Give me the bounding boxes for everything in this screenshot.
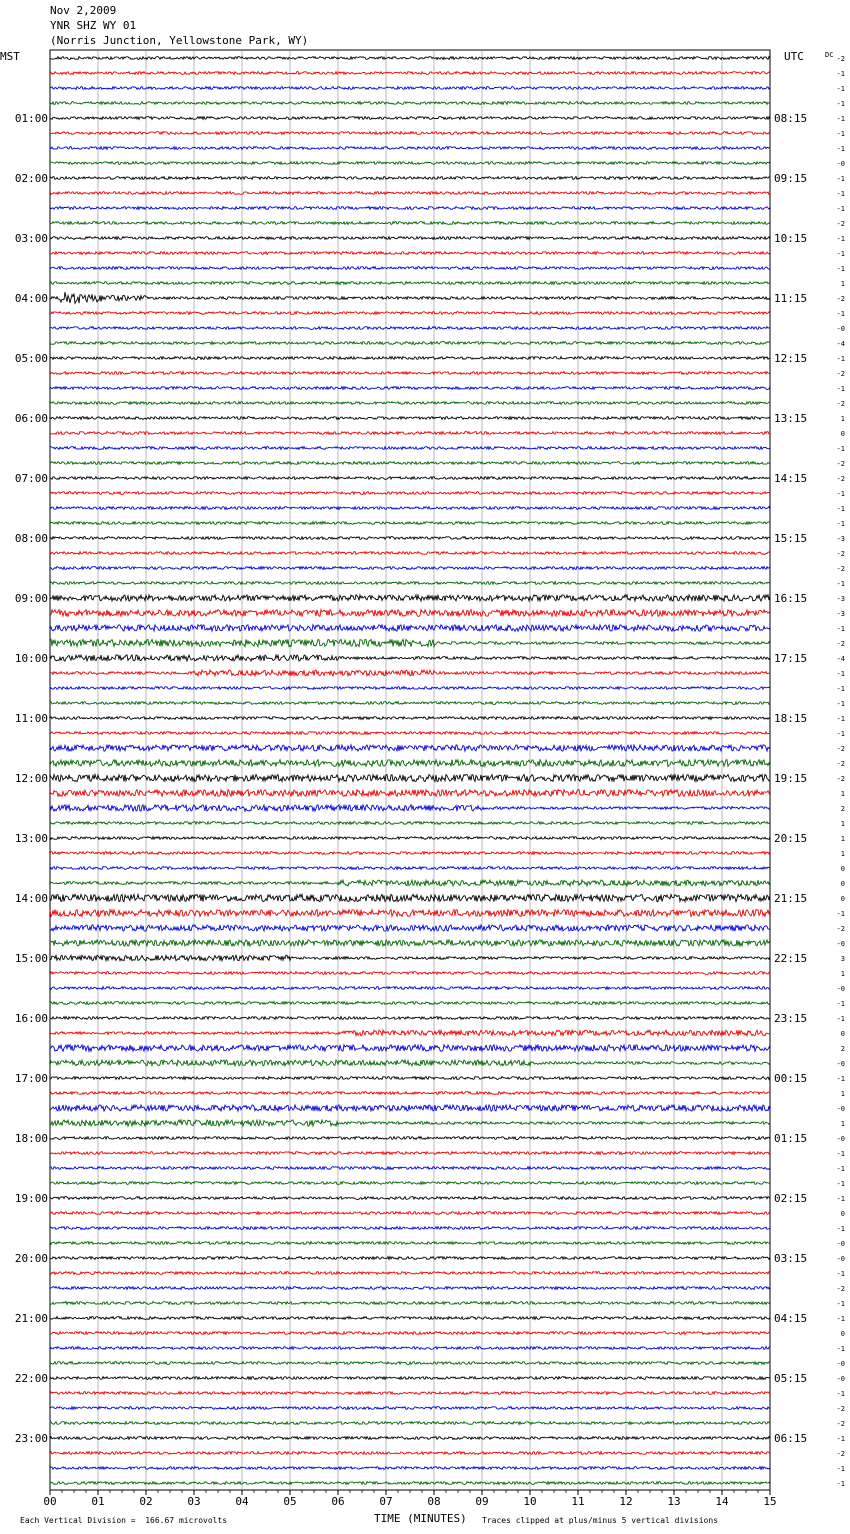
dc-offset-label: -2 — [836, 925, 845, 933]
left-hour-label: 19:00 — [14, 1192, 48, 1205]
trace-42 — [50, 687, 770, 690]
trace-8 — [50, 177, 770, 180]
x-tick-label: 13 — [667, 1495, 681, 1508]
dc-offset-label: -2 — [836, 640, 845, 648]
right-hour-label: 14:15 — [774, 472, 808, 485]
trace-59 — [50, 940, 770, 946]
dc-offset-label: 0 — [840, 1210, 845, 1218]
trace-27 — [50, 462, 770, 465]
trace-35 — [50, 582, 770, 585]
trace-58 — [50, 925, 770, 931]
trace-78 — [50, 1227, 770, 1230]
x-axis-title: TIME (MINUTES) — [374, 1512, 467, 1525]
dc-offset-label: -2 — [836, 1420, 845, 1428]
x-tick-label: 01 — [91, 1495, 105, 1508]
dc-offset-label: -1 — [836, 1015, 845, 1023]
left-hour-label: 05:00 — [14, 352, 48, 365]
left-hour-label: 14:00 — [14, 892, 48, 905]
left-hour-label: 01:00 — [14, 112, 48, 125]
trace-79 — [50, 1242, 770, 1245]
trace-23 — [50, 402, 770, 405]
trace-38 — [50, 625, 770, 631]
trace-32 — [50, 537, 770, 540]
right-hour-label: 12:15 — [774, 352, 808, 365]
trace-76 — [50, 1197, 770, 1200]
trace-82 — [50, 1287, 770, 1290]
trace-4 — [50, 117, 770, 120]
x-tick-label: 04 — [235, 1495, 249, 1508]
trace-48 — [50, 775, 770, 782]
trace-40 — [50, 655, 770, 661]
dc-offset-label: 3 — [840, 955, 845, 963]
trace-15 — [50, 282, 770, 285]
dc-offset-label: 1 — [840, 1120, 845, 1128]
dc-offset-label: -0 — [836, 940, 845, 948]
trace-5 — [50, 132, 770, 135]
trace-30 — [50, 507, 770, 510]
dc-offset-label: 1 — [840, 850, 845, 858]
dc-offset-label: -3 — [836, 610, 845, 618]
trace-25 — [50, 432, 770, 435]
x-tick-label: 06 — [331, 1495, 345, 1508]
right-hour-label: 03:15 — [774, 1252, 808, 1265]
left-hour-label: 12:00 — [14, 772, 48, 785]
dc-offset-label: -2 — [836, 220, 845, 228]
dc-offset-label: -1 — [836, 1465, 845, 1473]
left-hour-label: 22:00 — [14, 1372, 48, 1385]
x-tick-label: 03 — [187, 1495, 201, 1508]
trace-56 — [50, 894, 770, 901]
dc-offset-label: -2 — [836, 400, 845, 408]
trace-70 — [50, 1105, 770, 1111]
dc-offset-label: 1 — [840, 835, 845, 843]
right-hour-label: 17:15 — [774, 652, 808, 665]
dc-offset-label: -1 — [836, 1270, 845, 1278]
dc-offset-label: -1 — [836, 505, 845, 513]
scale-note: Each Vertical Division = 166.67 microvolts — [20, 1516, 228, 1525]
trace-28 — [50, 477, 770, 480]
x-tick-label: 02 — [139, 1495, 153, 1508]
trace-17 — [50, 312, 770, 315]
trace-21 — [50, 372, 770, 375]
dc-offset-label: -1 — [836, 1225, 845, 1233]
left-hour-label: 20:00 — [14, 1252, 48, 1265]
trace-80 — [50, 1257, 770, 1260]
trace-95 — [50, 1482, 770, 1485]
trace-7 — [50, 162, 770, 165]
trace-33 — [50, 552, 770, 555]
plot-frame — [50, 50, 770, 1490]
dc-offset-label: -2 — [836, 1450, 845, 1458]
right-hour-label: 08:15 — [774, 112, 808, 125]
left-hour-label: 08:00 — [14, 532, 48, 545]
dc-offset-label: -1 — [836, 265, 845, 273]
x-tick-label: 07 — [379, 1495, 393, 1508]
dc-offset-label: 0 — [840, 895, 845, 903]
dc-offset-label: -1 — [836, 205, 845, 213]
dc-offset-label: 0 — [840, 430, 845, 438]
right-hour-label: 02:15 — [774, 1192, 808, 1205]
trace-2 — [50, 87, 770, 90]
dc-offset-label: -1 — [836, 1000, 845, 1008]
dc-offset-label: -0 — [836, 985, 845, 993]
dc-offset-label: -2 — [836, 565, 845, 573]
right-hour-label: 20:15 — [774, 832, 808, 845]
trace-46 — [50, 745, 770, 751]
trace-50 — [50, 805, 770, 811]
dc-offset-label: -2 — [836, 1405, 845, 1413]
dc-offset-label: -1 — [836, 100, 845, 108]
dc-offset-label: -1 — [836, 1180, 845, 1188]
trace-47 — [50, 760, 770, 767]
chart-date: Nov 2,2009 — [50, 4, 117, 17]
trace-6 — [50, 147, 770, 150]
x-tick-label: 10 — [523, 1495, 537, 1508]
dc-offset-label: -1 — [836, 1195, 845, 1203]
trace-20 — [50, 357, 770, 360]
dc-offset-label: -1 — [836, 385, 845, 393]
trace-71 — [50, 1120, 770, 1126]
dc-offset-label: 1 — [840, 970, 845, 978]
left-hour-label: 13:00 — [14, 832, 48, 845]
right-hour-label: 00:15 — [774, 1072, 808, 1085]
right-hour-label: 05:15 — [774, 1372, 808, 1385]
trace-10 — [50, 207, 770, 210]
trace-74 — [50, 1167, 770, 1170]
x-tick-label: 12 — [619, 1495, 633, 1508]
dc-offset-label: -1 — [836, 490, 845, 498]
trace-34 — [50, 567, 770, 570]
right-hour-label: 23:15 — [774, 1012, 808, 1025]
left-hour-label: 04:00 — [14, 292, 48, 305]
dc-offset-label: -0 — [836, 1255, 845, 1263]
trace-11 — [50, 222, 770, 225]
trace-36 — [50, 595, 770, 601]
dc-offset-label: -1 — [836, 1480, 845, 1488]
dc-offset-label: 1 — [840, 820, 845, 828]
right-hour-label: 22:15 — [774, 952, 808, 965]
right-hour-label: 11:15 — [774, 292, 808, 305]
dc-offset-label: 0 — [840, 880, 845, 888]
x-tick-label: 11 — [571, 1495, 585, 1508]
dc-offset-label: -1 — [836, 670, 845, 678]
dc-offset-label: -1 — [836, 310, 845, 318]
dc-offset-label: -1 — [836, 1150, 845, 1158]
trace-13 — [50, 252, 770, 255]
dc-offset-label: -1 — [836, 445, 845, 453]
x-tick-label: 09 — [475, 1495, 489, 1508]
dc-label: DC — [825, 51, 834, 59]
trace-84 — [50, 1317, 770, 1320]
right-hour-label: 06:15 — [774, 1432, 808, 1445]
right-hour-label: 13:15 — [774, 412, 808, 425]
trace-39 — [50, 639, 770, 646]
trace-69 — [50, 1092, 770, 1095]
trace-89 — [50, 1392, 770, 1395]
trace-91 — [50, 1422, 770, 1425]
left-hour-label: 10:00 — [14, 652, 48, 665]
dc-offset-label: -2 — [836, 460, 845, 468]
dc-offset-label: 1 — [840, 415, 845, 423]
dc-offset-label: 2 — [840, 805, 845, 813]
right-hour-label: 16:15 — [774, 592, 808, 605]
dc-offset-label: -2 — [836, 55, 845, 63]
dc-offset-label: -1 — [836, 625, 845, 633]
dc-offset-label: 1 — [840, 1090, 845, 1098]
left-hour-label: 02:00 — [14, 172, 48, 185]
dc-offset-label: -1 — [836, 130, 845, 138]
dc-offset-label: -2 — [836, 745, 845, 753]
trace-60 — [50, 955, 770, 961]
dc-offset-label: 0 — [840, 1330, 845, 1338]
right-hour-label: 19:15 — [774, 772, 808, 785]
dc-offset-label: -1 — [836, 250, 845, 258]
trace-18 — [50, 327, 770, 330]
station-code: YNR SHZ WY 01 — [50, 19, 137, 32]
left-hour-label: 15:00 — [14, 952, 48, 965]
right-hour-label: 10:15 — [774, 232, 808, 245]
dc-offset-label: -2 — [836, 550, 845, 558]
mst-label: MST — [0, 50, 20, 63]
trace-63 — [50, 1002, 770, 1005]
trace-85 — [50, 1332, 770, 1335]
left-hour-label: 16:00 — [14, 1012, 48, 1025]
dc-offset-label: -2 — [836, 295, 845, 303]
x-tick-label: 08 — [427, 1495, 441, 1508]
x-tick-label: 05 — [283, 1495, 297, 1508]
clip-note: Traces clipped at plus/minus 5 vertical divisions — [482, 1516, 719, 1525]
trace-37 — [50, 610, 770, 617]
trace-31 — [50, 522, 770, 525]
dc-offset-label: -3 — [836, 535, 845, 543]
trace-3 — [50, 102, 770, 105]
dc-offset-label: -2 — [836, 775, 845, 783]
dc-offset-label: 1 — [840, 280, 845, 288]
dc-offset-label: -4 — [836, 655, 845, 663]
trace-41 — [50, 670, 770, 676]
dc-offset-label: 1 — [840, 790, 845, 798]
dc-offset-label: -0 — [836, 160, 845, 168]
x-tick-label: 15 — [763, 1495, 777, 1508]
dc-offset-label: -0 — [836, 1375, 845, 1383]
trace-81 — [50, 1272, 770, 1275]
right-hour-label: 04:15 — [774, 1312, 808, 1325]
station-location: (Norris Junction, Yellowstone Park, WY) — [50, 34, 309, 47]
dc-offset-label: -1 — [836, 580, 845, 588]
dc-offset-label: -1 — [836, 190, 845, 198]
left-hour-label: 18:00 — [14, 1132, 48, 1145]
dc-offset-label: 2 — [840, 1045, 845, 1053]
trace-24 — [50, 417, 770, 420]
dc-offset-label: -1 — [836, 355, 845, 363]
trace-22 — [50, 387, 770, 390]
utc-label: UTC — [784, 50, 804, 63]
dc-offset-label: -1 — [836, 730, 845, 738]
trace-14 — [50, 267, 770, 270]
dc-offset-label: -1 — [836, 1390, 845, 1398]
trace-73 — [50, 1152, 770, 1155]
dc-offset-label: -1 — [836, 145, 845, 153]
trace-68 — [50, 1077, 770, 1080]
left-hour-label: 17:00 — [14, 1072, 48, 1085]
trace-64 — [50, 1017, 770, 1020]
left-hour-label: 23:00 — [14, 1432, 48, 1445]
dc-offset-label: -2 — [836, 760, 845, 768]
trace-67 — [50, 1060, 770, 1066]
right-hour-label: 18:15 — [774, 712, 808, 725]
dc-offset-label: -1 — [836, 70, 845, 78]
trace-54 — [50, 867, 770, 870]
dc-offset-label: -0 — [836, 1135, 845, 1143]
trace-75 — [50, 1182, 770, 1185]
trace-86 — [50, 1347, 770, 1350]
trace-93 — [50, 1452, 770, 1455]
trace-26 — [50, 447, 770, 450]
x-tick-label: 00 — [43, 1495, 57, 1508]
trace-62 — [50, 987, 770, 990]
trace-1 — [50, 72, 770, 75]
dc-offset-label: -0 — [836, 1105, 845, 1113]
dc-offset-label: -1 — [836, 1075, 845, 1083]
trace-49 — [50, 790, 770, 797]
dc-offset-label: -0 — [836, 1060, 845, 1068]
left-hour-label: 07:00 — [14, 472, 48, 485]
left-hour-label: 21:00 — [14, 1312, 48, 1325]
dc-offset-label: -1 — [836, 1315, 845, 1323]
dc-offset-label: -1 — [836, 910, 845, 918]
trace-87 — [50, 1362, 770, 1365]
trace-94 — [50, 1467, 770, 1470]
left-hour-label: 06:00 — [14, 412, 48, 425]
x-tick-label: 14 — [715, 1495, 729, 1508]
right-hour-label: 15:15 — [774, 532, 808, 545]
dc-offset-label: -2 — [836, 370, 845, 378]
dc-offset-label: -0 — [836, 1240, 845, 1248]
dc-offset-label: -1 — [836, 700, 845, 708]
dc-offset-label: -0 — [836, 1360, 845, 1368]
dc-offset-label: -3 — [836, 595, 845, 603]
trace-9 — [50, 192, 770, 195]
dc-offset-label: 0 — [840, 865, 845, 873]
trace-92 — [50, 1437, 770, 1440]
dc-offset-label: -1 — [836, 85, 845, 93]
left-hour-label: 03:00 — [14, 232, 48, 245]
dc-offset-label: -1 — [836, 1165, 845, 1173]
trace-55 — [50, 880, 770, 886]
left-hour-label: 11:00 — [14, 712, 48, 725]
trace-43 — [50, 702, 770, 705]
right-hour-label: 01:15 — [774, 1132, 808, 1145]
dc-offset-label: -1 — [836, 715, 845, 723]
dc-offset-label: 0 — [840, 1030, 845, 1038]
right-hour-label: 21:15 — [774, 892, 808, 905]
dc-offset-label: -1 — [836, 520, 845, 528]
trace-72 — [50, 1137, 770, 1140]
trace-66 — [50, 1045, 770, 1051]
trace-45 — [50, 732, 770, 735]
dc-offset-label: -4 — [836, 340, 845, 348]
trace-16 — [50, 292, 770, 303]
dc-offset-label: -1 — [836, 1345, 845, 1353]
left-hour-label: 09:00 — [14, 592, 48, 605]
right-hour-label: 09:15 — [774, 172, 808, 185]
dc-offset-label: -2 — [836, 1285, 845, 1293]
trace-29 — [50, 492, 770, 495]
trace-57 — [50, 910, 770, 917]
trace-88 — [50, 1377, 770, 1380]
trace-0 — [50, 57, 770, 60]
dc-offset-label: -1 — [836, 115, 845, 123]
trace-44 — [50, 717, 770, 720]
trace-53 — [50, 852, 770, 855]
dc-offset-label: -1 — [836, 235, 845, 243]
dc-offset-label: -1 — [836, 1300, 845, 1308]
trace-61 — [50, 972, 770, 975]
trace-12 — [50, 237, 770, 240]
dc-offset-label: -1 — [836, 685, 845, 693]
trace-51 — [50, 822, 770, 825]
trace-19 — [50, 342, 770, 345]
trace-65 — [50, 1030, 770, 1036]
dc-offset-label: -1 — [836, 1435, 845, 1443]
trace-77 — [50, 1212, 770, 1215]
dc-offset-label: -1 — [836, 175, 845, 183]
trace-90 — [50, 1407, 770, 1410]
trace-83 — [50, 1302, 770, 1305]
dc-offset-label: -2 — [836, 475, 845, 483]
trace-52 — [50, 837, 770, 840]
dc-offset-label: -0 — [836, 325, 845, 333]
